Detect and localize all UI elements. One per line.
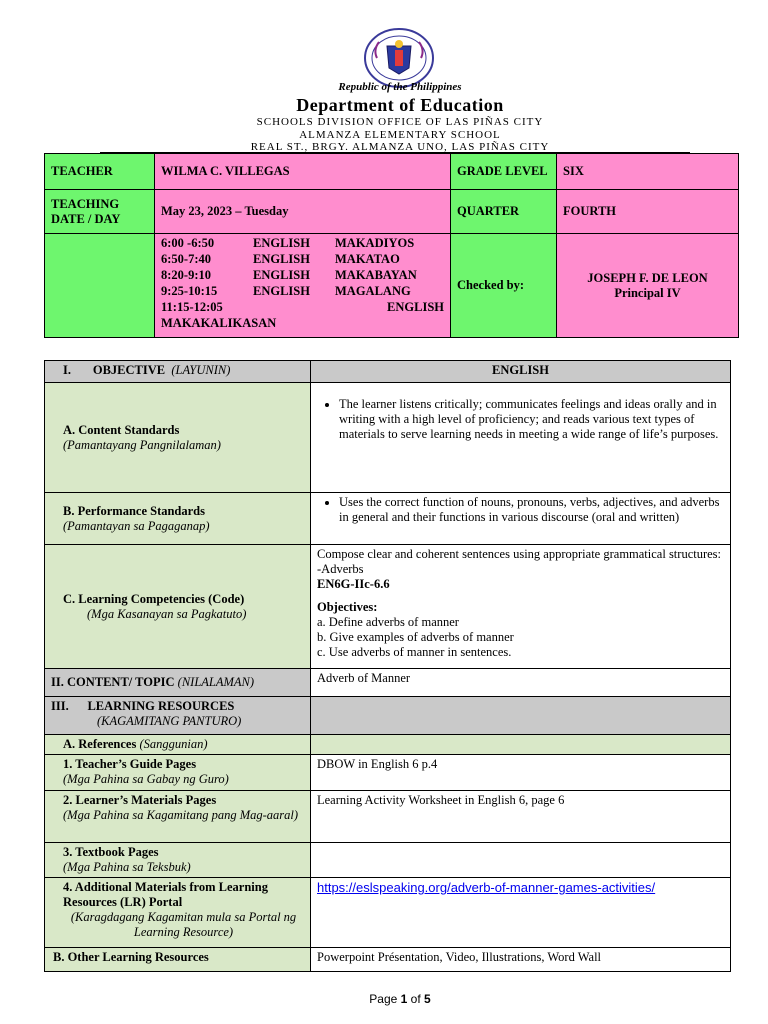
checked-by-label: Checked by: [451, 234, 557, 338]
additional-materials-label: 4. Additional Materials from Learning Resources (LR) Portal (Karagdagang Kagamitan mula sa Portal ng Learning Resource) [45, 878, 311, 948]
performance-standards-value: • Uses the correct function of nouns, pronouns, verbs, adjectives, and adverbs in general and their functions in various discourse (oral and written) [311, 493, 731, 545]
other-resources-label: B. Other Learning Resources [45, 948, 311, 972]
school-line: ALMANZA ELEMENTARY SCHOOL [299, 129, 501, 141]
additional-materials-value [311, 878, 731, 948]
blank-cell [45, 234, 155, 338]
checker-name: JOSEPH F. DE LEON [587, 270, 708, 285]
schedule-row: 6:50-7:40 ENGLISH MAKATAO [161, 252, 400, 266]
content-standards-label: A. Content Standards (Pamantayang Pangnilalaman) [45, 383, 311, 493]
teachers-guide-value: DBOW in English 6 p.4 [311, 755, 731, 791]
performance-standards-label: B. Performance Standards (Pamantayan sa Pagaganap) [45, 493, 311, 545]
content-standards-value: • The learner listens critically; communicates feelings and ideas orally and in writing with a high level of proficiency; and reads various text types of materials to serve learning needs in meeting a wide range of life’s purposes. [311, 383, 731, 493]
references-blank [311, 735, 731, 755]
date-value: May 23, 2023 – Tuesday [155, 190, 451, 234]
competencies-value: Compose clear and coherent sentences using appropriate grammatical structures: -Adverbs EN6G-IIc-6.6 Objectives: a. Define adverbs of manner b. Give examples of adverbs of manner c. Use adverbs of manner in sentences. [311, 545, 731, 669]
schedule-row: MAKAKALIKASAN [161, 316, 277, 330]
checker-title: Principal IV [614, 285, 681, 300]
grade-value: SIX [557, 154, 739, 190]
other-resources-value: Powerpoint Présentation, Video, Illustrations, Word Wall [311, 948, 731, 972]
resources-header-blank [311, 697, 731, 735]
learners-materials-label: 2. Learner’s Materials Pages (Mga Pahina sa Kagamitang pang Mag-aaral) [45, 791, 311, 843]
resources-header: III. LEARNING RESOURCES (KAGAMITANG PANTURO) [45, 697, 311, 735]
address-line: REAL ST., BRGY. ALMANZA UNO, LAS PIÑAS CITY [250, 141, 550, 153]
date-label: TEACHING DATE / DAY [45, 190, 155, 234]
objective-item: c. Use adverbs of manner in sentences. [317, 645, 512, 659]
info-table [44, 153, 739, 338]
division-line: SCHOOLS DIVISION OFFICE OF LAS PIÑAS CITY [256, 116, 544, 128]
references-label: A. References (Sanggunian) [45, 735, 311, 755]
republic-line: Republic of the Philippines [338, 81, 462, 93]
teacher-label: TEACHER [45, 154, 155, 190]
schedule-row: 6:00 -6:50 ENGLISH MAKADIYOS [161, 236, 415, 250]
quarter-label: QUARTER [451, 190, 557, 234]
schedule-row: 11:15-12:05 ENGLISH [161, 300, 444, 314]
teacher-value: WILMA C. VILLEGAS [155, 154, 451, 190]
objective-item: b. Give examples of adverbs of manner [317, 630, 514, 644]
objective-item: a. Define adverbs of manner [317, 615, 459, 629]
competencies-label: C. Learning Competencies (Code) (Mga Kasanayan sa Pagkatuto) [45, 545, 311, 669]
schedule-row: 9:25-10:15 ENGLISH MAGALANG [161, 284, 411, 298]
checker-cell [557, 234, 739, 338]
learners-materials-value: Learning Activity Worksheet in English 6, page 6 [311, 791, 731, 843]
schedule-cell [155, 234, 451, 338]
teachers-guide-label: 1. Teacher’s Guide Pages (Mga Pahina sa Gabay ng Guro) [45, 755, 311, 791]
subject-header: ENGLISH [311, 361, 731, 383]
grade-label: GRADE LEVEL [451, 154, 557, 190]
deped-seal-logo [353, 28, 445, 88]
schedule-row: 8:20-9:10 ENGLISH MAKABAYAN [161, 268, 417, 282]
lr-portal-link[interactable]: https://eslspeaking.org/adverb-of-manner-games-activities/ [317, 880, 656, 895]
content-topic-label: II. CONTENT/ TOPIC (NILALAMAN) [45, 669, 311, 697]
content-topic-value: Adverb of Manner [311, 669, 731, 697]
objective-header: I. OBJECTIVE (LAYUNIN) [45, 361, 311, 383]
lesson-plan-table [44, 360, 731, 972]
page-number: Page 1 of 5 [369, 992, 431, 1006]
textbook-label: 3. Textbook Pages (Mga Pahina sa Teksbuk) [45, 843, 311, 878]
textbook-value [311, 843, 731, 878]
department-title: Department of Education [296, 95, 504, 115]
quarter-value: FOURTH [557, 190, 739, 234]
